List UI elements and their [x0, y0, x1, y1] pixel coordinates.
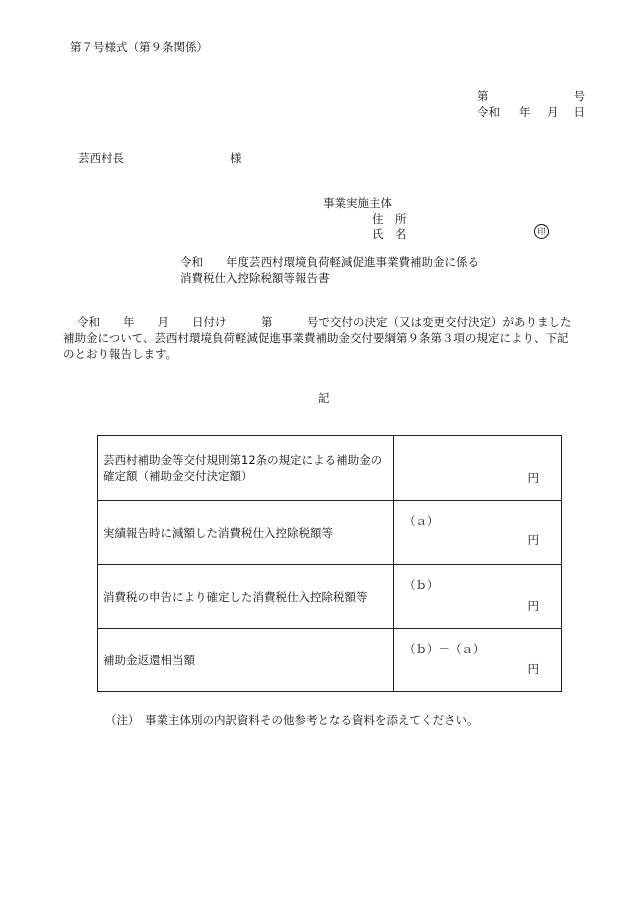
note-mark: （注） [105, 713, 140, 727]
amount-cell [394, 436, 562, 501]
date-day: 日 [573, 105, 585, 119]
date-era: 令和 [477, 105, 500, 119]
table-row [98, 565, 562, 629]
addressee-honorific: 様 [230, 151, 242, 165]
table-row [98, 629, 562, 692]
body-line3: のとおり報告します。 [63, 347, 178, 361]
table-row [98, 436, 562, 501]
date-year: 年 [519, 105, 531, 119]
row-tag: （ｂ）－（ａ） [404, 642, 485, 656]
row-label: 補助金返還相当額 [98, 629, 394, 692]
yen-unit: 円 [527, 533, 539, 547]
row-tag: （ａ） [404, 514, 439, 528]
applicant-title: 事業実施主体 [323, 196, 392, 210]
amount-table [97, 435, 562, 692]
body-line2: 補助金について、芸西村環境負荷軽減促進事業費補助金交付要綱第９条第３項の規定により、下記 [63, 331, 569, 345]
doc-number-suffix: 号 [573, 89, 585, 103]
report-title-line2: 消費税仕入控除税額等報告書 [180, 271, 330, 285]
addressee-name: 芸西村長 [78, 151, 124, 165]
row-label: 消費税の申告により確定した消費税仕入控除税額等 [98, 565, 394, 629]
row-label: 芸西村補助金等交付規則第12条の規定による補助金の確定額（補助金交付決定額） [98, 436, 394, 501]
report-title-line1: 令和 年度芸西村環境負荷軽減促進事業費補助金に係る [180, 255, 479, 269]
doc-number-prefix: 第 [477, 89, 489, 103]
applicant-name-label: 氏 名 [372, 227, 407, 241]
table-row [98, 501, 562, 565]
date-month: 月 [547, 105, 559, 119]
amount-cell [394, 501, 562, 565]
amount-cell [394, 565, 562, 629]
seal-mark: 印 [534, 224, 549, 239]
yen-unit: 円 [527, 599, 539, 613]
note-text: 事業主体別の内訳資料その他参考となる資料を添えてください。 [145, 713, 479, 727]
amount-cell [394, 629, 562, 692]
row-label: 実績報告時に減額した消費税仕入控除税額等 [98, 501, 394, 565]
row-tag: （ｂ） [404, 578, 439, 592]
applicant-address-label: 住 所 [372, 212, 407, 226]
body-line1: 令和 年 月 日付け 第 号で交付の決定（又は変更交付決定）がありました [77, 315, 572, 329]
yen-unit: 円 [527, 471, 539, 485]
ki-heading: 記 [318, 391, 330, 405]
form-number-label: 第７号様式（第９条関係） [70, 40, 208, 54]
yen-unit: 円 [527, 662, 539, 676]
body-paragraph [63, 314, 585, 362]
